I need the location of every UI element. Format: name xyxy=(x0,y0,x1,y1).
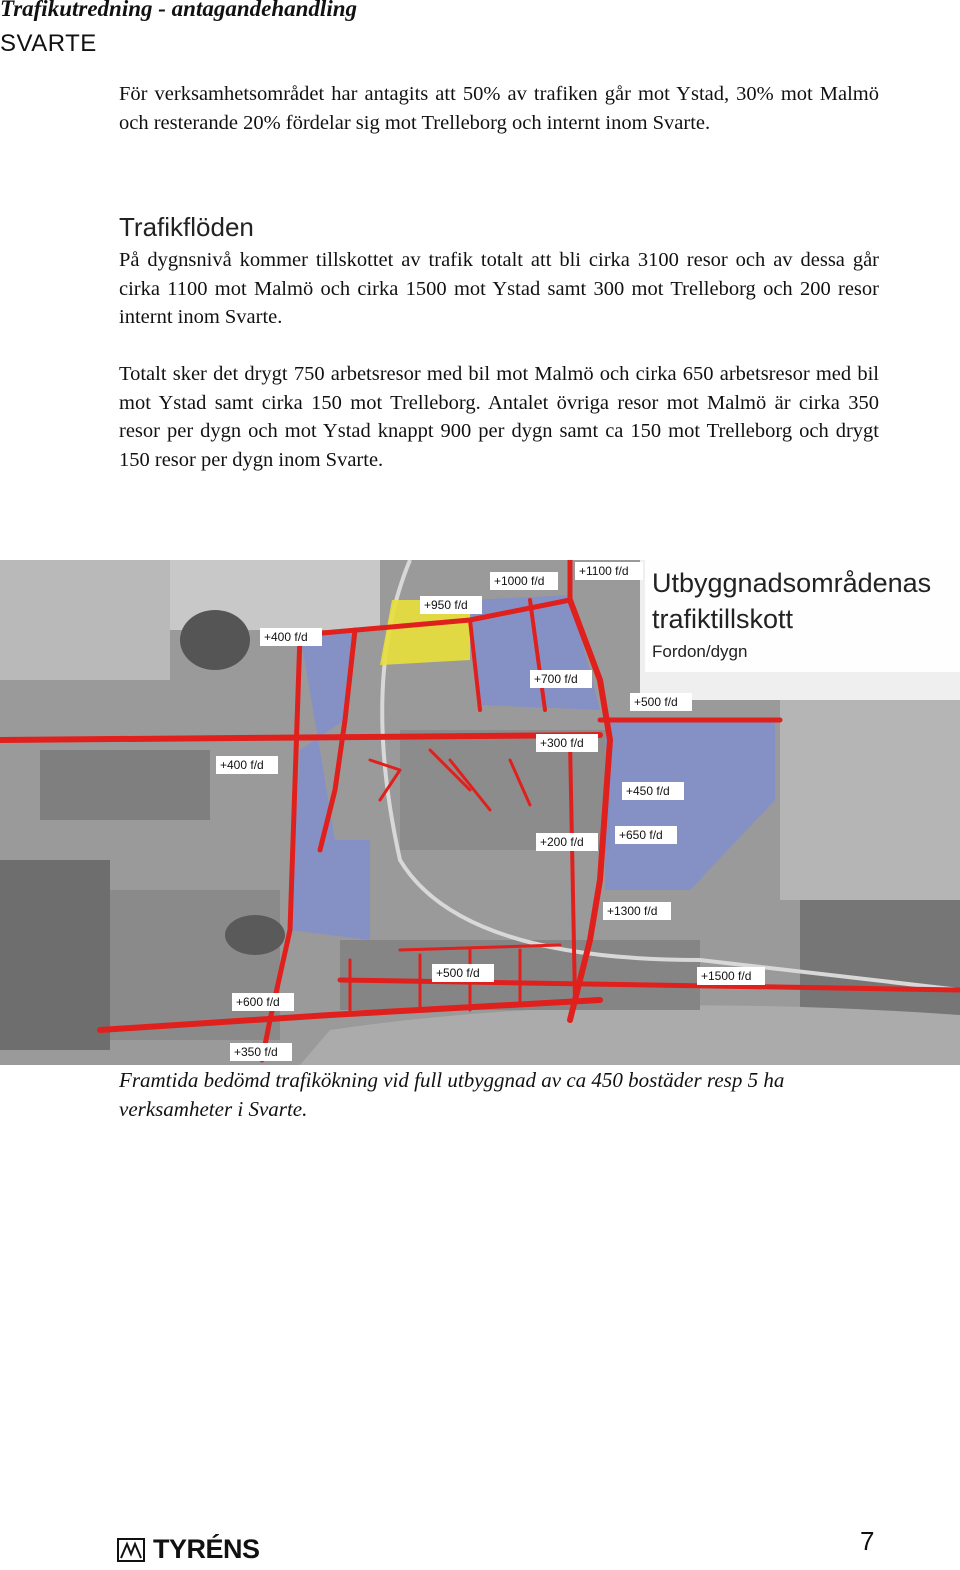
flow-label-200 xyxy=(536,833,598,851)
svg-text:+500 f/d: +500 f/d xyxy=(436,966,480,980)
logo-text: TYRÉNS xyxy=(153,1534,260,1564)
svg-text:+450 f/d: +450 f/d xyxy=(626,784,670,798)
pond xyxy=(180,610,250,670)
svg-text:+350 f/d: +350 f/d xyxy=(234,1045,278,1059)
flow-label-500-s xyxy=(432,964,494,982)
svg-text:+400 f/d: +400 f/d xyxy=(220,758,264,772)
field xyxy=(0,860,110,1050)
svg-text:+1300 f/d: +1300 f/d xyxy=(607,904,658,918)
flow-label-300 xyxy=(536,734,598,752)
footer-logo xyxy=(117,1534,260,1565)
flow-label-350 xyxy=(230,1043,292,1061)
intro-paragraph: För verksamhetsområdet har antagits att 50% av trafiken går mot Ystad, 30% mot Malmö och resterande 20% fördelar sig mot Trelleborg och internt inom Svarte. xyxy=(119,83,879,134)
svg-text:+1100 f/d: +1100 f/d xyxy=(579,564,629,578)
svg-text:+500 f/d: +500 f/d xyxy=(634,695,678,709)
svg-text:+300 f/d: +300 f/d xyxy=(540,736,584,750)
flow-label-600 xyxy=(232,993,294,1011)
flow-label-450 xyxy=(622,782,684,800)
field xyxy=(40,750,210,820)
flow-label-1100 xyxy=(575,562,643,580)
map-subtitle: Fordon/dygn xyxy=(652,642,748,661)
flow-label-500-ne xyxy=(630,693,692,711)
paragraph-2: Totalt sker det drygt 750 arbetsresor med bil mot Malmö och cirka 650 arbetsresor med bil mot Ystad samt cirka 150 mot Trelleborg. Antalet övriga resor mot Malmö är cirka 350 resor per dygn och mot Ystad knappt 900 per dygn samt ca 150 mot Trelleborg och drygt 150 resor per dygn inom Svarte. xyxy=(119,363,879,472)
svg-text:+600 f/d: +600 f/d xyxy=(236,995,280,1009)
header-title: Trafikutredning - antagandehandling xyxy=(0,0,358,21)
map-title-line2: trafiktillskott xyxy=(652,604,794,634)
flow-label-950 xyxy=(420,596,482,614)
flow-label-700 xyxy=(530,670,592,688)
flow-label-400-nw xyxy=(260,628,322,646)
paragraph-1: På dygnsnivå kommer tillskottet av trafik totalt att bli cirka 3100 resor och av dessa går cirka 1100 mot Malmö och cirka 1500 mot Ystad samt 300 mot Trelleborg och 200 resor internt inom Svarte. xyxy=(119,249,879,329)
flow-label-1500 xyxy=(697,967,765,985)
header-subtitle: SVARTE xyxy=(0,30,97,57)
svg-text:+1500 f/d: +1500 f/d xyxy=(701,969,752,983)
svg-text:+400 f/d: +400 f/d xyxy=(264,630,308,644)
field xyxy=(0,560,170,680)
field xyxy=(800,900,960,1020)
field xyxy=(780,700,960,900)
svg-text:+1000 f/d: +1000 f/d xyxy=(494,574,545,588)
flow-label-1000 xyxy=(490,572,558,590)
svg-text:+200 f/d: +200 f/d xyxy=(540,835,584,849)
section-heading: Trafikflöden xyxy=(119,212,254,242)
pond xyxy=(225,915,285,955)
page-number: 7 xyxy=(860,1526,875,1556)
traffic-map xyxy=(0,560,960,1065)
flow-label-400-w xyxy=(216,756,278,774)
flow-label-650 xyxy=(615,826,677,844)
figure-caption: Framtida bedömd trafikökning vid full utbyggnad av ca 450 bostäder resp 5 ha verksamheter i Svarte. xyxy=(119,1068,785,1121)
svg-text:+650 f/d: +650 f/d xyxy=(619,828,663,842)
svg-text:+700 f/d: +700 f/d xyxy=(534,672,578,686)
flow-label-1300 xyxy=(603,902,671,920)
svg-text:+950 f/d: +950 f/d xyxy=(424,598,468,612)
map-title-line1: Utbyggnadsområdenas xyxy=(652,568,932,598)
tyrens-logo-icon xyxy=(117,1538,145,1562)
